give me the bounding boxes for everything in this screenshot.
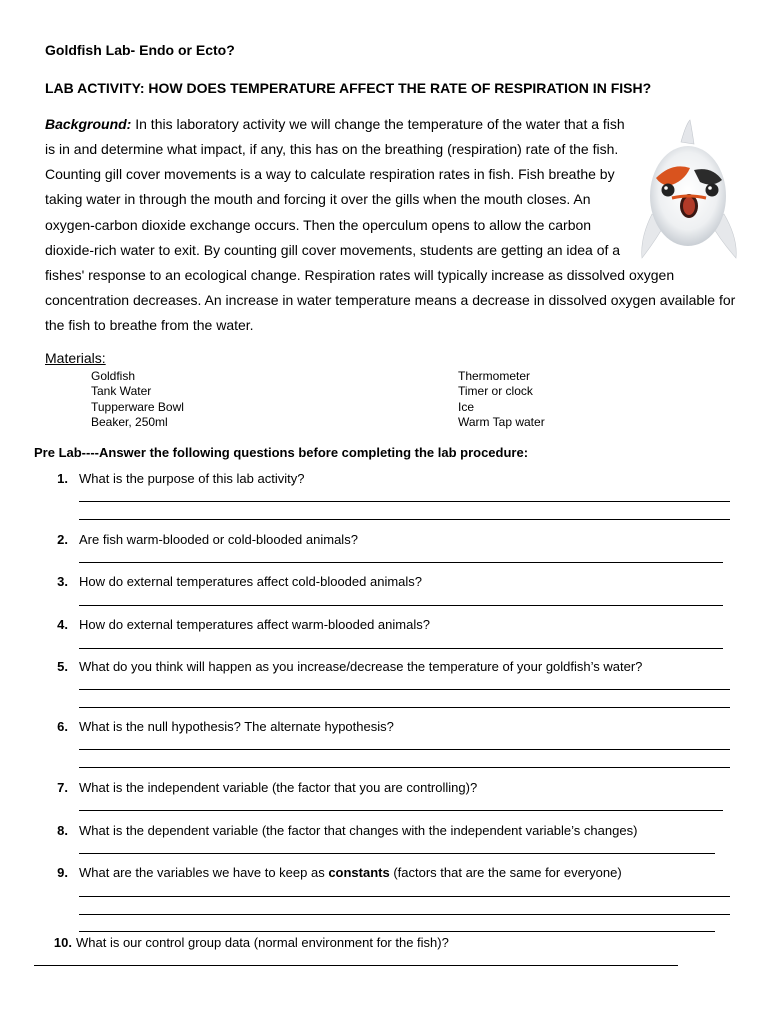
background-line	[45, 115, 625, 133]
question-number: 3.	[57, 574, 68, 589]
background-label: Background:	[45, 116, 132, 132]
question-text	[79, 865, 622, 880]
constants-emphasis: constants	[328, 865, 390, 880]
answer-line[interactable]	[79, 562, 723, 563]
question-number: 2.	[57, 532, 68, 547]
answer-line[interactable]	[79, 853, 715, 854]
question-text: What is our control group data (normal environment for the fish)?	[76, 935, 449, 950]
question-text: Are fish warm-blooded or cold-blooded animals?	[79, 532, 358, 547]
question-number: 9.	[57, 865, 68, 880]
background-line: taking water in through the mouth and forcing it over the gills when the mouth closes. An	[45, 191, 591, 207]
background-text: In this laboratory activity we will change the temperature of the water that a fish	[131, 116, 625, 132]
lab-activity-heading: LAB ACTIVITY: HOW DOES TEMPERATURE AFFECT THE RATE OF RESPIRATION IN FISH?	[45, 80, 652, 96]
material-item: Timer or clock	[458, 384, 533, 398]
background-line: the fish to breathe from the water.	[45, 317, 254, 333]
question-number: 4.	[57, 617, 68, 632]
question-text: How do external temperatures affect warm-blooded animals?	[79, 617, 430, 632]
material-item: Tupperware Bowl	[91, 400, 184, 414]
background-line: fishes' response to an ecological change. Respiration rates will typically increase as dissolved oxygen	[45, 267, 675, 283]
answer-line[interactable]	[79, 689, 730, 690]
material-item: Tank Water	[91, 384, 152, 398]
question-text: How do external temperatures affect cold-blooded animals?	[79, 574, 423, 589]
background-line: oxygen-carbon dioxide exchange occurs. Then the operculum opens to allow the carbon	[45, 217, 592, 233]
answer-line[interactable]	[79, 648, 723, 649]
question-text: What is the purpose of this lab activity?	[79, 471, 305, 486]
answer-line[interactable]	[79, 707, 730, 708]
document-title: Goldfish Lab- Endo or Ecto?	[45, 42, 235, 58]
background-line: dioxide-rich water to exit. By counting gill cover movements, students are getting an idea of a	[45, 242, 621, 258]
answer-line[interactable]	[79, 519, 730, 520]
question-number: 8.	[57, 823, 68, 838]
question-text: What is the dependent variable (the factor that changes with the independent variable’s changes)	[79, 823, 638, 838]
question-text: What do you think will happen as you increase/decrease the temperature of your goldfish’s water?	[79, 659, 643, 674]
material-item: Thermometer	[458, 369, 531, 383]
background-line: is in and determine what impact, if any, this has on the breathing (respiration) rate of the fish.	[45, 141, 619, 157]
question-number: 10.	[53, 935, 72, 950]
answer-line[interactable]	[79, 931, 715, 932]
answer-line[interactable]	[79, 896, 730, 897]
answer-line[interactable]	[79, 605, 723, 606]
question-number: 7.	[57, 780, 68, 795]
background-line: concentration decreases. An increase in water temperature means a decrease in dissolved oxygen available for	[45, 292, 736, 308]
goldfish-photo	[632, 118, 744, 268]
answer-line[interactable]	[79, 914, 730, 915]
answer-line[interactable]	[79, 767, 730, 768]
background-line: Counting gill cover movements is a way to calculate respiration rates in fish. Fish breathe by	[45, 166, 615, 182]
question-number: 5.	[57, 659, 68, 674]
material-item: Beaker, 250ml	[91, 415, 168, 429]
prelab-instructions: Pre Lab----Answer the following questions before completing the lab procedure:	[34, 445, 529, 460]
materials-heading: Materials:	[45, 350, 106, 366]
material-item: Ice	[458, 400, 475, 414]
material-item: Goldfish	[91, 369, 136, 383]
answer-line[interactable]	[79, 501, 730, 502]
question-text: What is the null hypothesis? The alternate hypothesis?	[79, 719, 394, 734]
material-item: Warm Tap water	[458, 415, 545, 429]
question-text-part: (factors that are the same for everyone)	[389, 865, 622, 880]
answer-line[interactable]	[79, 810, 723, 811]
question-text-part: What are the variables we have to keep as	[79, 865, 329, 880]
question-text: What is the independent variable (the factor that you are controlling)?	[79, 780, 478, 795]
answer-line[interactable]	[79, 749, 730, 750]
question-number: 6.	[57, 719, 68, 734]
question-number: 1.	[57, 471, 68, 486]
answer-line[interactable]	[34, 965, 678, 966]
